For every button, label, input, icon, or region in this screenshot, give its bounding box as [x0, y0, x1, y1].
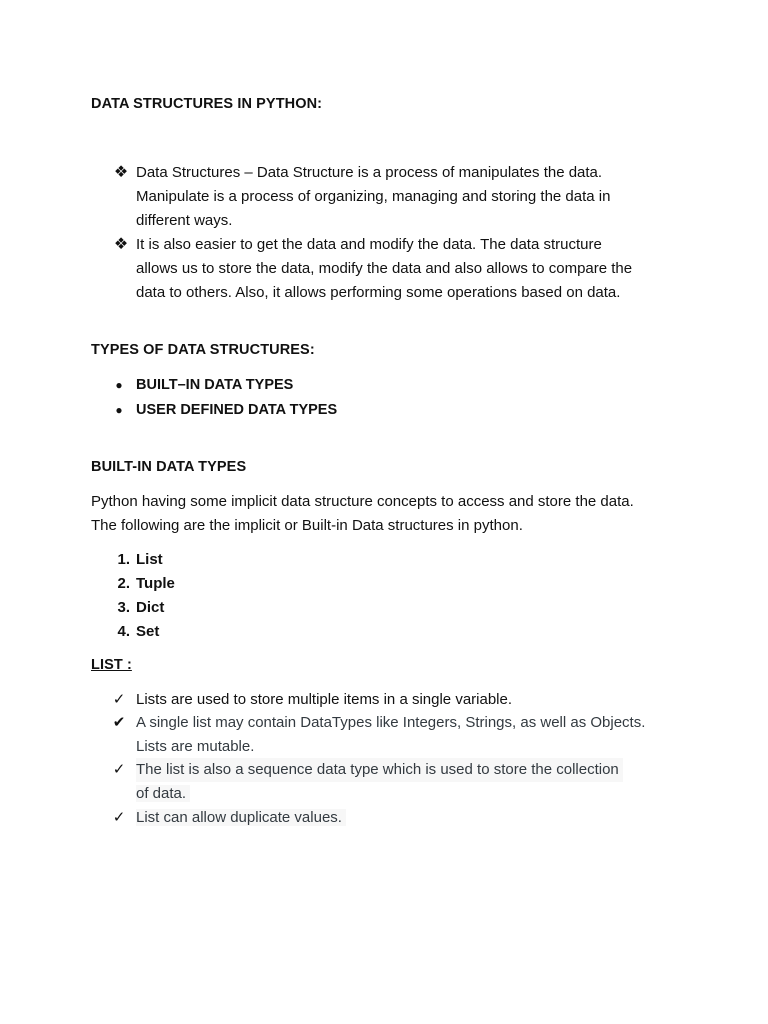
list-number: 4.: [117, 623, 130, 640]
text-line: data to others. Also, it allows performing some operations based on data.: [136, 284, 621, 301]
list-point-text: [136, 758, 681, 806]
types-list-label: USER DEFINED DATA TYPES: [136, 402, 338, 418]
list-point-text: [136, 806, 681, 830]
intro-bullet-text: [136, 161, 681, 233]
intro-bullet-text: [136, 233, 681, 305]
list-label: List: [136, 551, 163, 568]
text-line: Manipulate is a process of organizing, managing and storing the data in: [136, 188, 611, 205]
text-line: Data Structures – Data Structure is a process of manipulates the data.: [136, 164, 603, 181]
list-number: 3.: [117, 599, 130, 616]
list-point-text: [136, 711, 681, 759]
text-line: allows us to store the data, modify the data and also allows to compare the: [136, 260, 633, 277]
text-line: of data.: [136, 785, 190, 802]
checkmark-icon: ✓: [112, 691, 126, 708]
types-heading: TYPES OF DATA STRUCTURES:: [91, 342, 315, 358]
checkmark-icon: ✓: [112, 809, 126, 826]
main-heading: DATA STRUCTURES IN PYTHON:: [91, 96, 323, 112]
list-point-text: [136, 688, 681, 712]
bullet-dot-icon: ●: [115, 378, 123, 392]
list-number: 1.: [117, 551, 130, 568]
text-line-wrap: [136, 782, 681, 806]
checkmark-icon: ✔: [112, 714, 126, 731]
builtin-paragraph: [91, 490, 711, 538]
list-label: Dict: [136, 599, 165, 616]
list-label: Tuple: [136, 575, 175, 592]
types-list-label: BUILT–IN DATA TYPES: [136, 377, 294, 393]
text-line: different ways.: [136, 212, 233, 229]
text-line: The list is also a sequence data type which is used to store the collection: [136, 758, 623, 782]
text-line: The following are the implicit or Built-in Data structures in python.: [91, 517, 523, 534]
list-number: 2.: [117, 575, 130, 592]
text-line: Python having some implicit data structure concepts to access and store the data.: [91, 493, 634, 510]
checkmark-icon: ✓: [112, 761, 126, 778]
list-heading: LIST :: [91, 657, 132, 673]
text-line: It is also easier to get the data and modify the data. The data structure: [136, 236, 602, 253]
text-line: List can allow duplicate values.: [136, 809, 346, 826]
builtin-heading: BUILT-IN DATA TYPES: [91, 459, 247, 475]
diamond-bullet-icon: ❖: [113, 236, 129, 253]
text-line: Lists are used to store multiple items in a single variable.: [136, 691, 513, 708]
bullet-dot-icon: ●: [115, 403, 123, 417]
list-label: Set: [136, 623, 160, 640]
text-line: A single list may contain DataTypes like Integers, Strings, as well as Objects.: [136, 714, 646, 731]
diamond-bullet-icon: ❖: [113, 164, 129, 181]
text-line: Lists are mutable.: [136, 738, 255, 755]
